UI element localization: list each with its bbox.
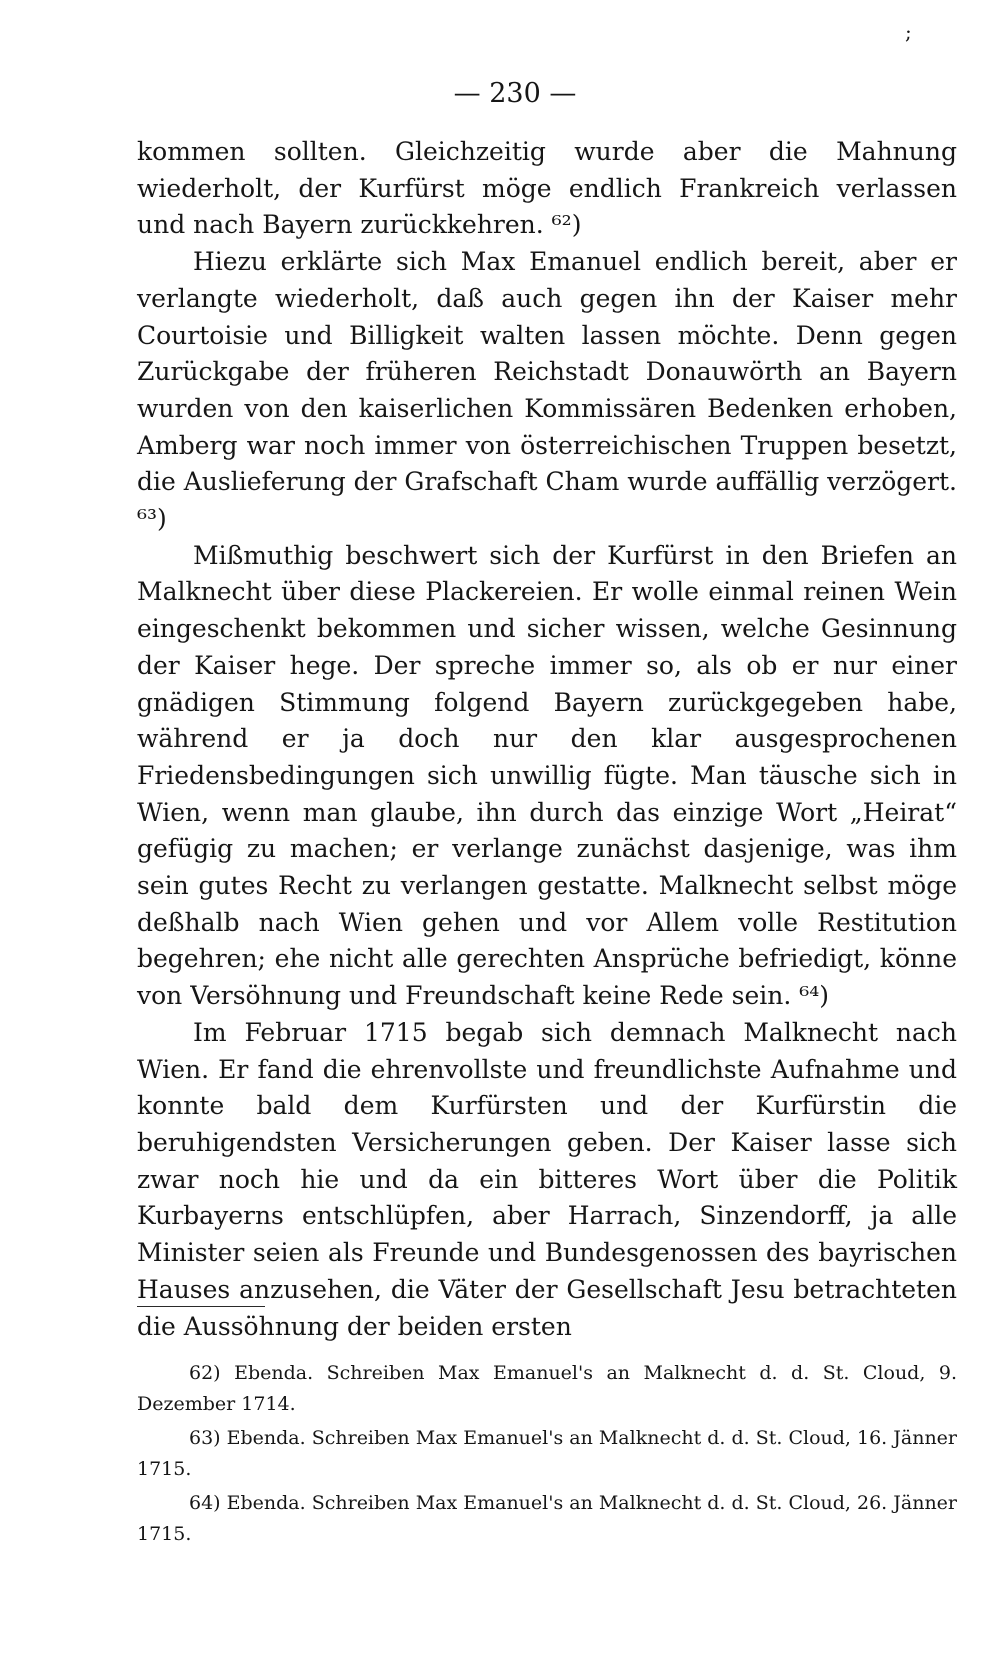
footnote-divider — [137, 1306, 265, 1307]
footnote: 64) Ebenda. Schreiben Max Emanuel's an Malknecht d. d. St. Cloud, 26. Jänner 1715. — [137, 1492, 958, 1545]
body-text — [137, 134, 957, 1345]
paragraph-continued: kommen sollten. Gleichzeitig wurde aber die Mahnung wiederholt, der Kurfürst möge endlich Frankreich verlassen und nach Bayern zurückkehren. ⁶²) — [137, 137, 957, 240]
corner-mark: ; — [905, 20, 912, 44]
footnote: 63) Ebenda. Schreiben Max Emanuel's an Malknecht d. d. St. Cloud, 16. Jänner 1715. — [137, 1427, 958, 1480]
page-number: — 230 — — [453, 78, 577, 109]
paragraph: Mißmuthig beschwert sich der Kurfürst in den Briefen an Malknecht über diese Plackereien. Er wolle einmal reinen Wein eingeschenkt bekommen und sicher wissen, welche Gesinnung der Kaiser hege. Der spreche immer so, als ob er nur einer gnädigen Stimmung folgend Bayern zurückgegeben habe, während er ja doch nur den klar ausgesprochenen Friedensbedingungen sich unwillig fügte. Man täusche sich in Wien, wenn man glaube, ihn durch das einzige Wort „Heirat“ gefügig zu machen; er verlange zunächst dasjenige, was ihm sein gutes Recht zu verlangen gestatte. Malknecht selbst möge deßhalb nach Wien gehen und vor Allem volle Restitution begehren; ehe nicht alle gerechten Ansprüche befriedigt, könne von Versöhnung und Freundschaft keine Rede sein. ⁶⁴) — [137, 540, 957, 1011]
footnote: 62) Ebenda. Schreiben Max Emanuel's an Malknecht d. d. St. Cloud, 9. Dezember 1714. — [137, 1362, 957, 1415]
footnotes — [137, 1358, 957, 1550]
paragraph: Hiezu erklärte sich Max Emanuel endlich bereit, aber er verlangte wiederholt, daß auch gegen ihn der Kaiser mehr Courtoisie und Billigkeit walten lassen möchte. Denn gegen Zurückgabe der früheren Reichstadt Donauwörth an Bayern wurden von den kaiserlichen Kommissären Bedenken erhoben, Amberg war noch immer von österreichischen Truppen besetzt, die Auslieferung der Grafschaft Cham wurde auffällig verzögert. ⁶³) — [137, 247, 957, 534]
paragraph: Im Februar 1715 begab sich demnach Malknecht nach Wien. Er fand die ehrenvollste und freundlichste Aufnahme und konnte bald dem Kurfürsten und der Kurfürstin die beruhigendsten Versicherungen geben. Der Kaiser lasse sich zwar noch hie und da ein bitteres Wort über die Politik Kurbayerns entschlüpfen, aber Harrach, Sinzendorff, ja alle Minister seien als Freunde und Bundesgenossen des bayrischen Hauses anzusehen, die Väter der Gesellschaft Jesu betrachteten die Aussöhnung der beiden ersten — [137, 1017, 957, 1341]
